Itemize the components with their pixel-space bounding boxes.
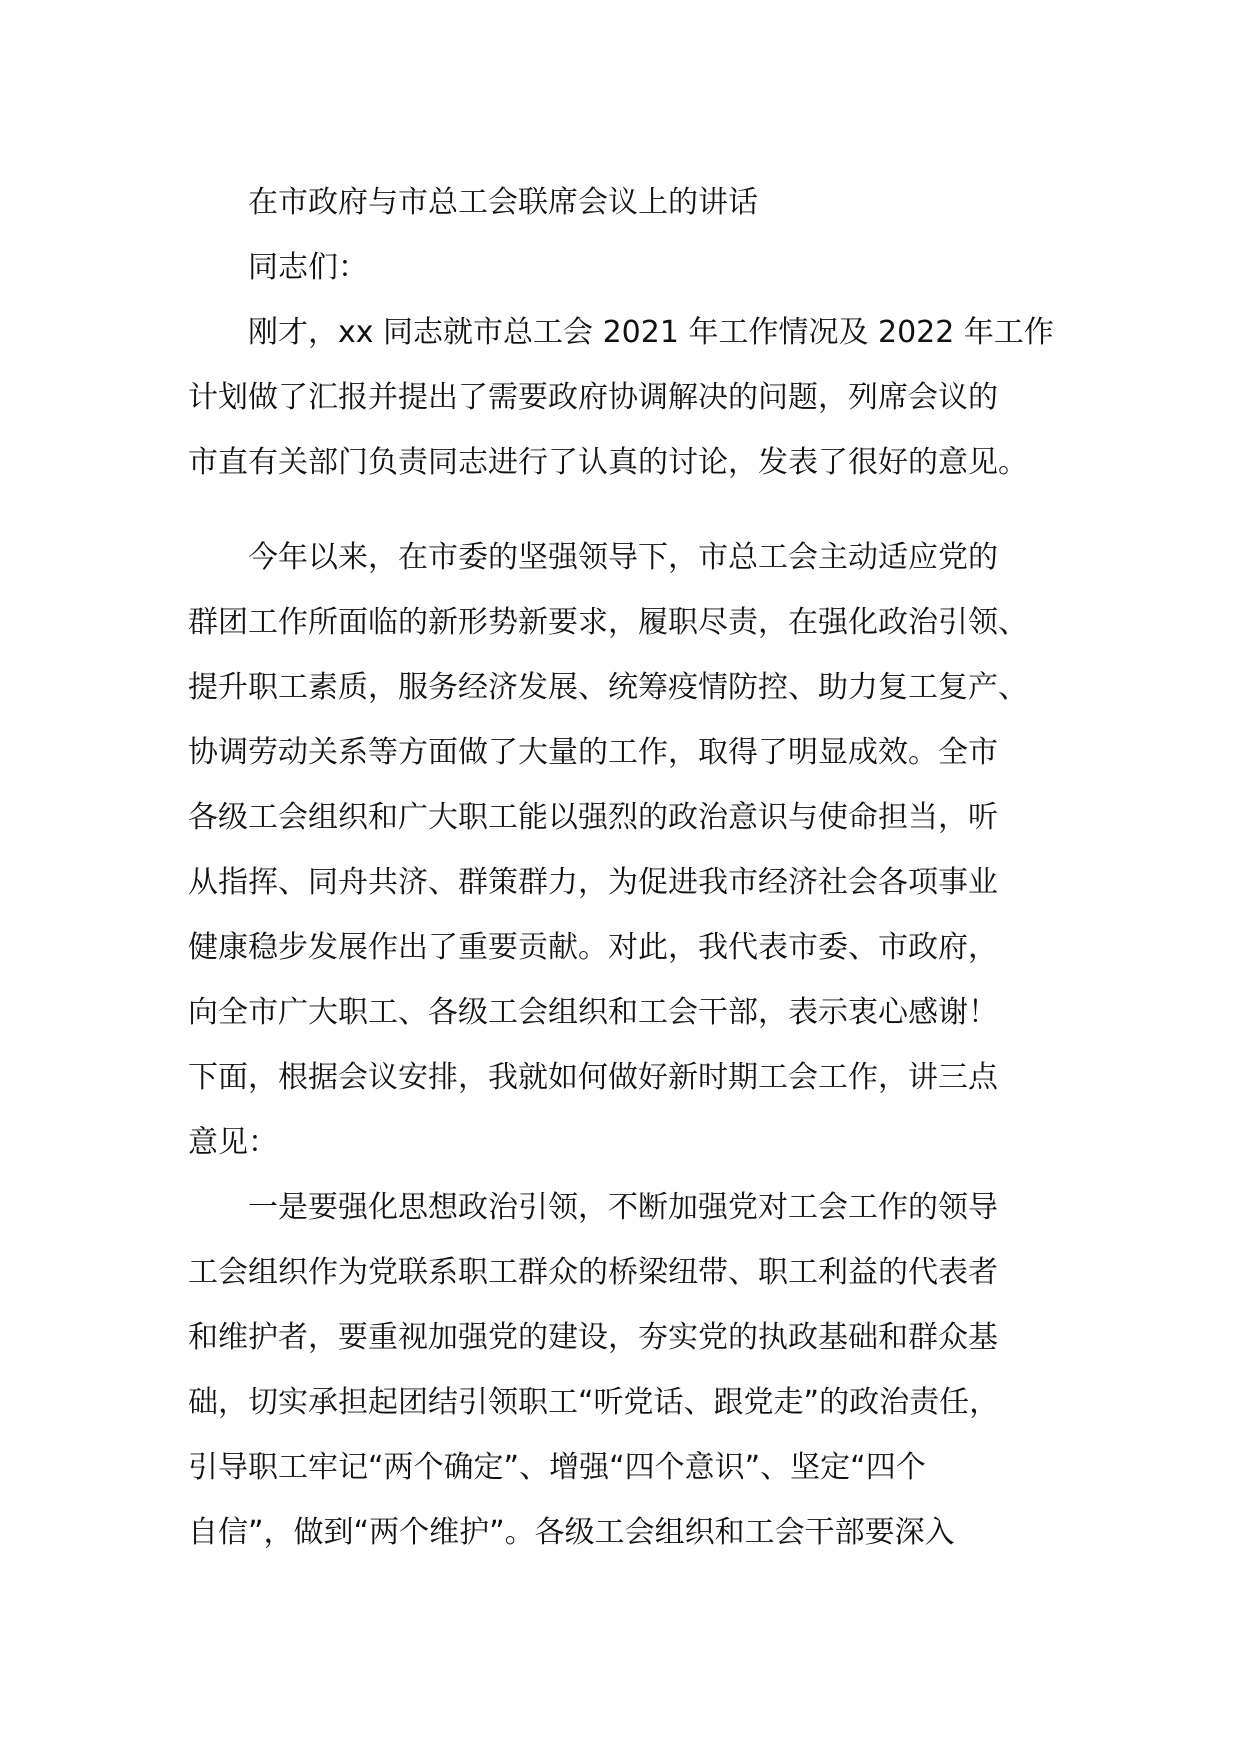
paragraph-line: 下面，根据会议安排，我就如何做好新时期工会工作，讲三点 bbox=[188, 1060, 998, 1095]
paragraph-line: 自信”，做到“两个维护”。各级工会组织和工会干部要深入 bbox=[188, 1515, 955, 1550]
document-title: 在市政府与市总工会联席会议上的讲话 bbox=[248, 185, 758, 220]
salutation: 同志们： bbox=[248, 250, 368, 285]
paragraph-line: 计划做了汇报并提出了需要政府协调解决的问题，列席会议的 bbox=[188, 380, 998, 415]
paragraph-line: 向全市广大职工、各级工会组织和工会干部，表示衷心感谢！ bbox=[188, 995, 998, 1030]
paragraph-line: 今年以来，在市委的坚强领导下，市总工会主动适应党的 bbox=[248, 540, 998, 575]
paragraph-line: 健康稳步发展作出了重要贡献。对此，我代表市委、市政府， bbox=[188, 930, 998, 965]
paragraph-line: 和维护者，要重视加强党的建设，夯实党的执政基础和群众基 bbox=[188, 1320, 998, 1355]
paragraph-line: 协调劳动关系等方面做了大量的工作，取得了明显成效。全市 bbox=[188, 735, 998, 770]
paragraph-1 bbox=[188, 300, 1088, 495]
paragraph-line: 提升职工素质，服务经济发展、统筹疫情防控、助力复工复产、 bbox=[188, 670, 1028, 705]
paragraph-line: 一是要强化思想政治引领，不断加强党对工会工作的领导 bbox=[248, 1190, 998, 1225]
paragraph-line: 工会组织作为党联系职工群众的桥梁纽带、职工利益的代表者 bbox=[188, 1255, 998, 1290]
paragraph-line: 意见： bbox=[188, 1125, 278, 1160]
paragraph-line: 引导职工牢记“两个确定”、增强“四个意识”、坚定“四个 bbox=[188, 1450, 926, 1485]
paragraph-2 bbox=[188, 525, 1088, 1175]
paragraph-line: 市直有关部门负责同志进行了认真的讨论，发表了很好的意见。 bbox=[188, 445, 1028, 480]
paragraph-3 bbox=[188, 1175, 1088, 1565]
paragraph-line: 从指挥、同舟共济、群策群力，为促进我市经济社会各项事业 bbox=[188, 865, 998, 900]
paragraph-line: 群团工作所面临的新形势新要求，履职尽责，在强化政治引领、 bbox=[188, 605, 1028, 640]
paragraph-line: 刚才，xx 同志就市总工会 2021 年工作情况及 2022 年工作 bbox=[248, 315, 1054, 350]
paragraph-line: 各级工会组织和广大职工能以强烈的政治意识与使命担当，听 bbox=[188, 800, 998, 835]
document-body bbox=[188, 170, 1088, 1565]
paragraph-line: 础，切实承担起团结引领职工“听党话、跟党走”的政治责任， bbox=[188, 1385, 1000, 1420]
